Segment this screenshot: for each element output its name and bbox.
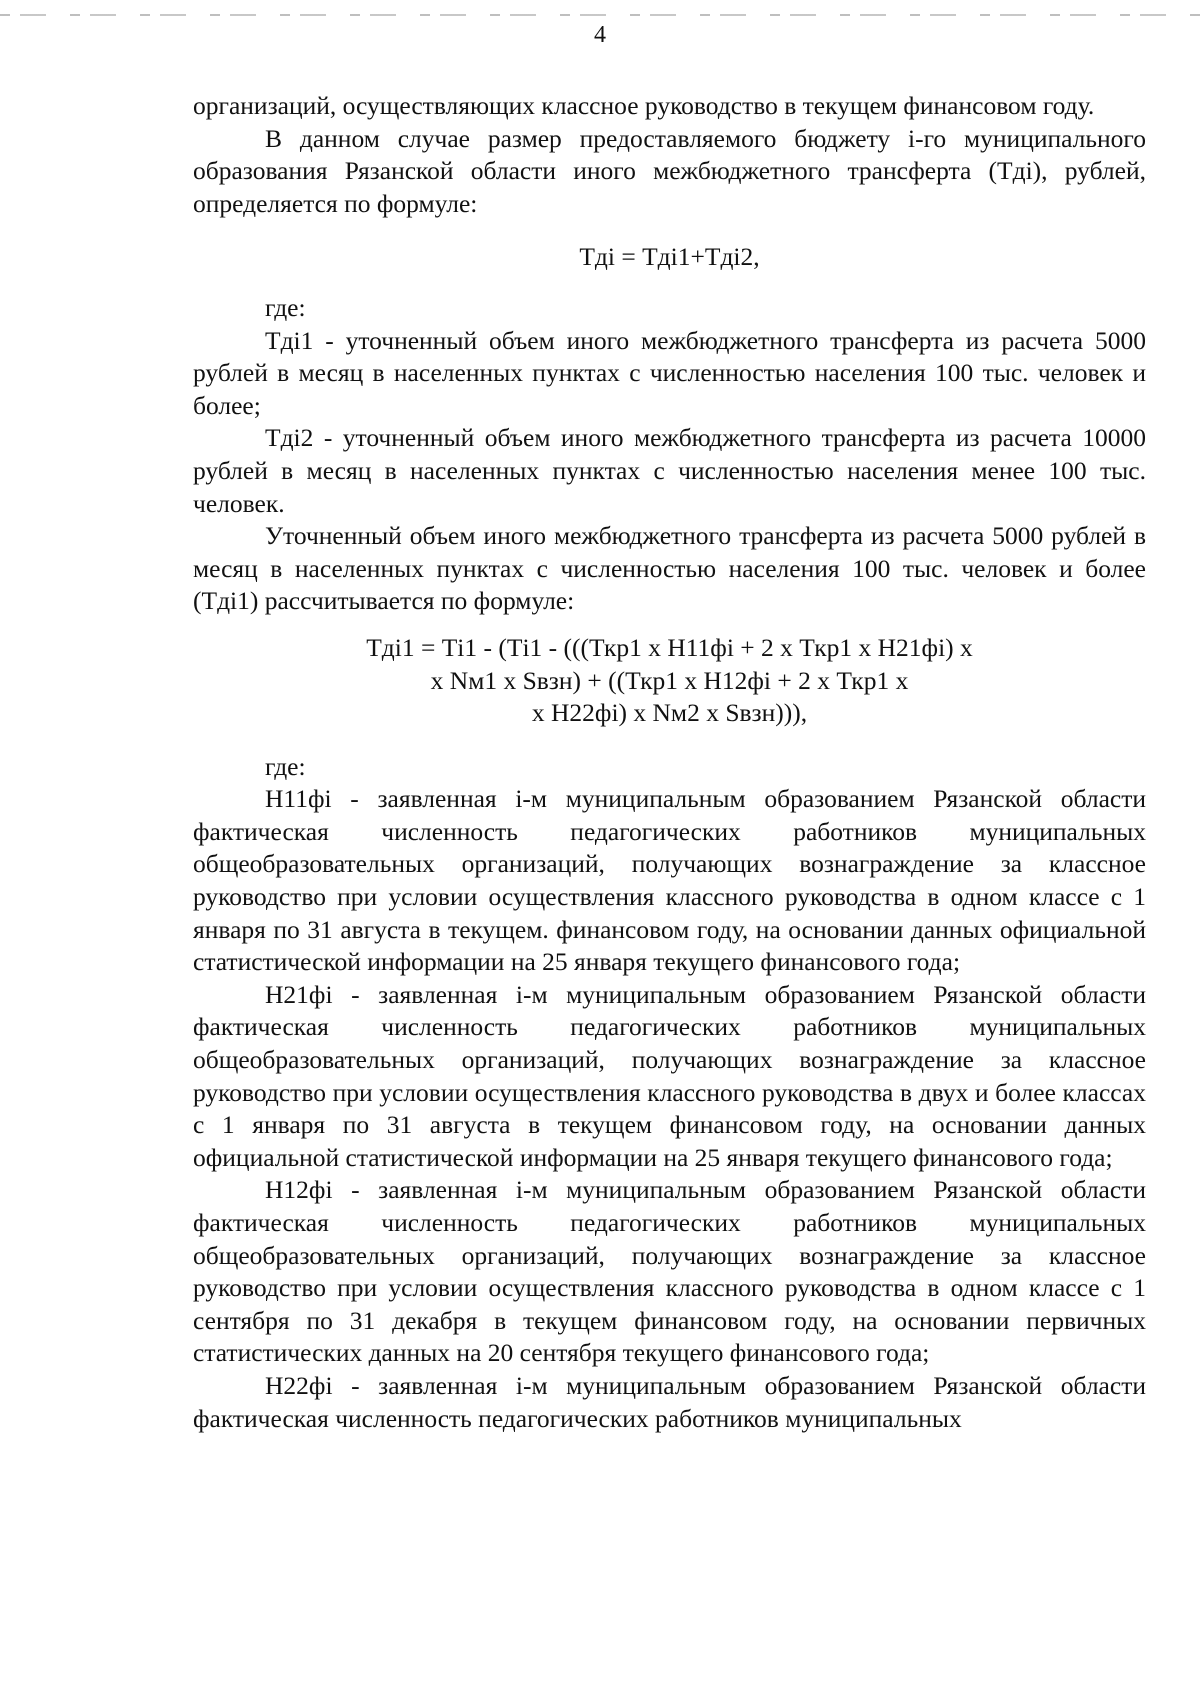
definition-tdi1: Тдi1 - уточненный объем иного межбюджетного трансферта из расчета 5000 рублей в месяц в населенных пунктах с численностью населения 100 тыс. человек и более; (193, 325, 1146, 420)
formula-tdi: Тдi = Тдi1+Тдi2, (579, 242, 760, 272)
paragraph-transfer-size: В данном случае размер предоставляемого бюджету i-го муниципального образования Рязанской области иного межбюджетного трансферта (Тдi), рублей, определяется по формуле: (193, 123, 1146, 218)
definition-h12: Н12фi - заявленная i-м муниципальным образованием Рязанской области фактическая численность педагогических работников муниципальных общеобразовательных организаций, получающих вознаграждение за классное руководство при условии осуществления классного руководства в одном классе с 1 сентября по 31 декабря в текущем финансовом году, на основании первичных статистических данных на 20 сентября текущего финансового года; (193, 1175, 1146, 1368)
where-label: где: (265, 751, 306, 781)
page-number: 4 (594, 22, 606, 48)
paragraph-continuation: организаций, осуществляющих классное руководство в текущем финансовом году. (193, 91, 1095, 120)
where-label: где: (265, 292, 306, 322)
definition-h11: Н11фi - заявленная i-м муниципальным образованием Рязанской области фактическая численность педагогических работников муниципальных общеобразовательных организаций, получающих вознаграждение за классное руководство при условии осуществления классного руководства в одном классе с 1 января по 31 августа в текущем. финансовом году, на основании данных официальной статистической информации на 25 января текущего финансового года; (193, 784, 1146, 977)
definition-h21: Н21фi - заявленная i-м муниципальным образованием Рязанской области фактическая численность педагогических работников муниципальных общеобразовательных организаций, получающих вознаграждение за классное руководство при условии осуществления классного руководства в двух и более классах с 1 января по 31 августа в текущем финансовом году, на основании данных официальной статистической информации на 25 января текущего финансового года; (193, 979, 1146, 1172)
definition-h22: Н22фi - заявленная i-м муниципальным образованием Рязанской области фактическая численность педагогических работников муниципальных (193, 1370, 1146, 1433)
definition-tdi2: Тдi2 - уточненный объем иного межбюджетного трансферта из расчета 10000 рублей в месяц в населенных пунктах с численностью населения менее 100 тыс. человек. (193, 423, 1146, 518)
scan-edge-artifact (0, 14, 1200, 16)
paragraph-calculation: Уточненный объем иного межбюджетного трансферта из расчета 5000 рублей в месяц в населенных пунктах с численностью населения 100 тыс. человек и более (Тдi1) рассчитывается по формуле: (193, 521, 1146, 616)
formula-line: x Nм1 x Sвзн) + ((Ткр1 x Н12фi + 2 x Ткр1 x (430, 665, 909, 695)
formula-tdi1 (193, 632, 1146, 730)
document-body (193, 90, 1146, 1435)
formula-line: Тдi1 = Тi1 - (Тi1 - (((Ткр1 x Н11фi + 2 x Ткр1 x Н21фi) x (366, 632, 973, 662)
formula-line: x Н22фi) x Nм2 x Sвзн))), (531, 698, 808, 728)
